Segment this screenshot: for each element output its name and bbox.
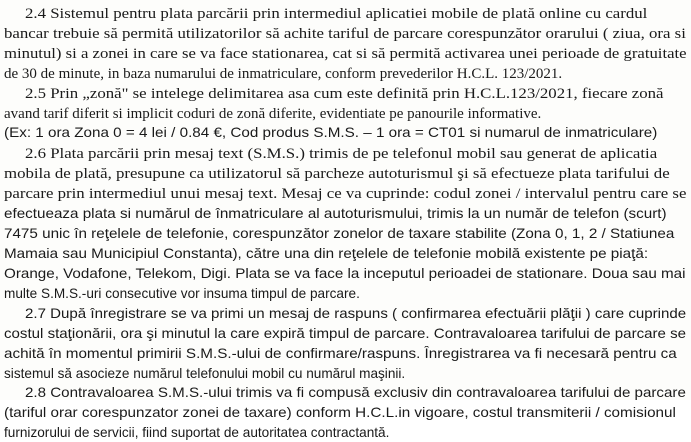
paragraph-2-7-line-3: achită în momentul primirii S.M.S.-ului de confirmare/raspuns. Înregistrarea va fi necesară pentru ca: [4, 346, 677, 361]
paragraph-2-6-line-7: Orange, Vodafone, Telekom, Digi. Plata se va face la inceputul perioadei de stationare. Doua sau mai: [4, 266, 686, 281]
paragraph-2-4-line-4: de 30 de minute, in baza numarului de inmatriculare, conform prevederilor H.C.L. 123/2021.: [4, 66, 563, 82]
paragraph-2-8-line-3: furnizorului de servicii, fiind suportat de autoritatea contractantă.: [4, 425, 390, 440]
paragraph-2-8-line-2: (tariful orar corespunzator zonei de taxare) conform H.C.L.in vigoare, costul transmiterii / comisionul: [4, 405, 676, 420]
paragraph-2-5-example: (Ex: 1 ora Zona 0 = 4 lei / 0.84 €, Cod produs S.M.S. – 1 ora = CT01 si numarul de inmatriculare): [4, 125, 658, 140]
paragraph-2-6-line-5: 7475 unic în reţelele de telefonie, corespunzător zonelor de taxare stabilite (Zona 0, 1, 2 / Statiunea: [4, 226, 675, 241]
paragraph-2-6-line-6: Mamaia sau Municipiul Constanta), către una din reţelele de telefonie mobilă existente pe piaţă:: [4, 246, 649, 261]
paragraph-2-5-line-2: avand tarif diferit si implicit coduri de zonă diferite, evidentiate pe panourile informative.: [4, 106, 542, 122]
paragraph-2-6-line-2: mobila de plată, presupune ca utilizatorul să parcheze autoturismul şi să efectueze plata tarifului de: [4, 166, 670, 182]
paragraph-2-6-line-4: efectueaza plata si numărul de înmatriculare al autoturismului, trimis la un număr de telefon (scurt): [4, 206, 667, 221]
paragraph-2-4-line-3: minutul) si a zonei in care se va face stationarea, cat si să permită activarea unei perioade de gratuitate: [4, 46, 687, 62]
paragraph-2-6-line-8: multe S.M.S.-uri consecutive vor insuma timpul de parcare.: [4, 286, 360, 301]
paragraph-2-4-line-2: bancar trebuie să permită utilizatorilor să achite tariful de parcare corespunzător orarului ( ziua, ora si: [4, 26, 686, 42]
paragraph-2-6-line-3: parcare prin intermediul unui mesaj text. Mesaj ce va cuprinde: codul zonei / intervalul pentru care se: [4, 186, 687, 202]
paragraph-2-4-line-1: 2.4 Sistemul pentru plata parcării prin intermediul aplicatiei mobile de plată online cu cardul: [25, 6, 648, 22]
paragraph-2-7-line-1: 2.7 După înregistrare se va primi un mesaj de raspuns ( confirmarea efectuării plăţii ) care cuprinde: [25, 306, 687, 321]
paragraph-2-5-line-1: 2.5 Prin „zonă" se intelege delimitarea asa cum este definită prin H.C.L.123/2021, fiecare zonă: [25, 86, 664, 102]
paragraph-2-6-line-1: 2.6 Plata parcării prin mesaj text (S.M.S.) trimis de pe telefonul mobil sau generat de aplicatia: [25, 146, 658, 162]
paragraph-2-7-line-4: sistemul să asocieze numărul telefonului mobil cu numărul maşinii.: [4, 366, 406, 381]
paragraph-2-8-line-1: 2.8 Contravaloarea S.M.S.-ului trimis va fi compusă exclusiv din contravaloarea tarifului de parcare: [25, 385, 686, 400]
paragraph-2-7-line-2: costul staţionării, ora şi minutul la care expiră timpul de parcare. Contravaloarea tarifului de parcare se: [4, 326, 687, 341]
